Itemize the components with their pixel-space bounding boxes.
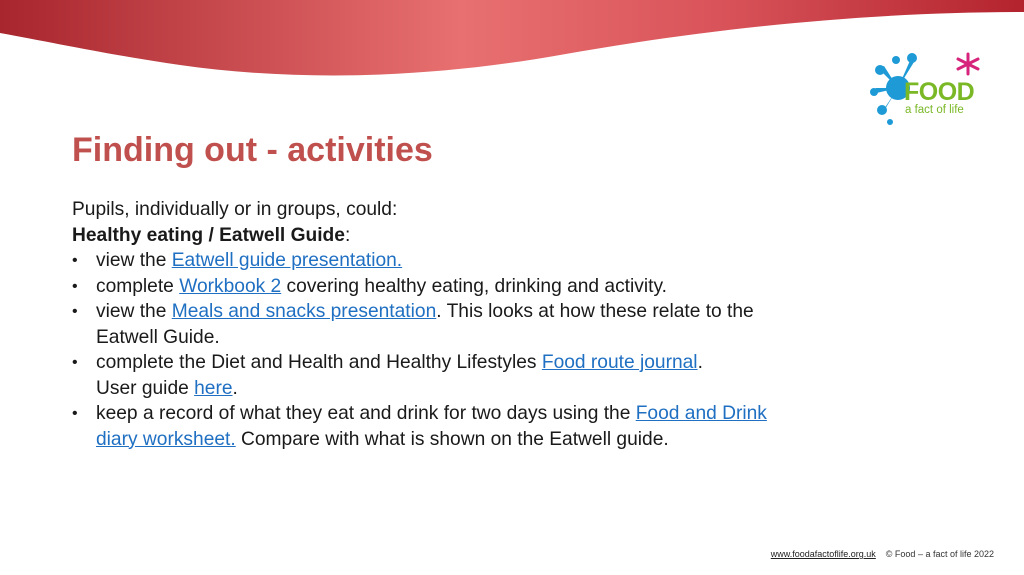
- slide-title: Finding out - activities: [72, 131, 433, 169]
- list-item: [72, 299, 792, 350]
- logo-word: FOOD: [904, 78, 975, 106]
- section-heading-colon: :: [344, 224, 351, 246]
- logo-tagline: a fact of life: [905, 104, 964, 116]
- bullet-text: complete the Diet and Health and Healthy Lifestyles: [96, 352, 542, 373]
- bullet-text: . This looks at how these relate to the Eatwell Guide.: [96, 301, 754, 348]
- list-item: [72, 401, 792, 452]
- food-route-journal-link[interactable]: Food route journal: [541, 352, 698, 373]
- section-heading: Healthy eating / Eatwell Guide: [72, 224, 345, 246]
- footer: [771, 549, 994, 559]
- bullet-text: keep a record of what they eat and drink for two days using the: [96, 403, 636, 424]
- meals-and-snacks-presentation-link[interactable]: Meals and snacks presentation: [171, 301, 437, 322]
- bullet-text: .: [232, 377, 238, 399]
- bullet-text: view the: [96, 250, 172, 271]
- slide-content: [72, 197, 792, 452]
- footer-copyright: © Food – a fact of life 2022: [885, 549, 994, 559]
- list-item: [72, 248, 792, 274]
- list-item: [72, 274, 792, 300]
- intro-text: Pupils, individually or in groups, could:: [72, 199, 398, 220]
- bullet-text: .: [697, 352, 703, 373]
- section-heading-line: [72, 223, 792, 249]
- bullet-text: Compare with what is shown on the Eatwell guide.: [235, 428, 669, 450]
- workbook-2-link[interactable]: Workbook 2: [179, 275, 282, 297]
- bullet-text: covering healthy eating, drinking and activity.: [281, 275, 667, 297]
- food-and-drink-diary-worksheet-link[interactable]: Food and Drink diary worksheet.: [96, 403, 767, 450]
- eatwell-guide-presentation-link[interactable]: Eatwell guide presentation.: [171, 250, 403, 271]
- list-item: [72, 350, 792, 401]
- bullet-text: view the: [96, 301, 172, 322]
- user-guide-here-link[interactable]: here: [194, 377, 233, 399]
- bullet-text: User guide: [96, 377, 195, 399]
- activity-list: [72, 248, 792, 452]
- footer-website-link[interactable]: www.foodafactoflife.org.uk: [770, 549, 876, 559]
- bullet-text: complete: [96, 275, 180, 297]
